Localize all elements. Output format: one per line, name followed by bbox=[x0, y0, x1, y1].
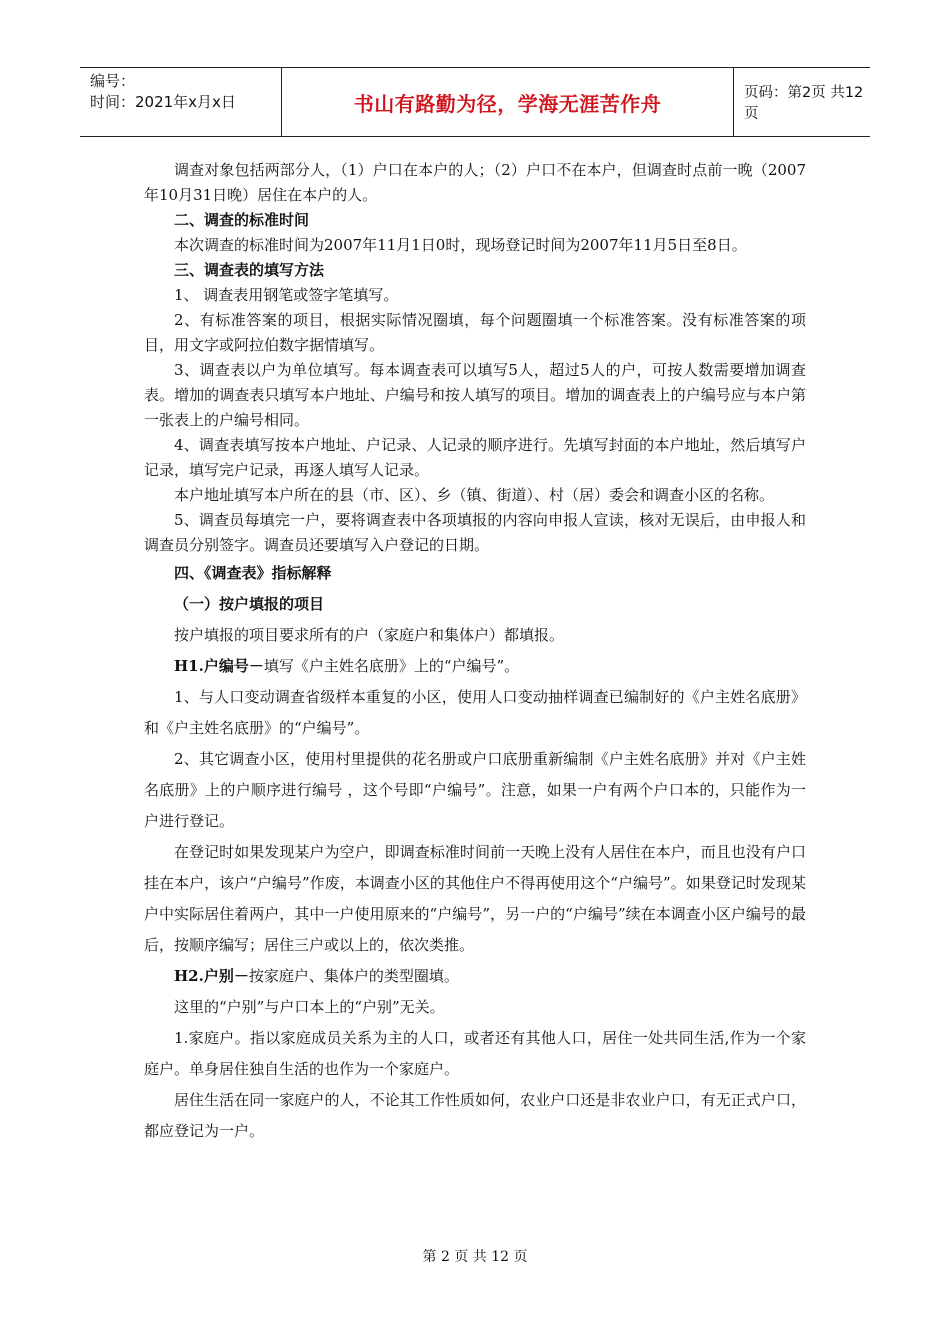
header-motto: 书山有路勤为径，学海无涯苦作舟 bbox=[282, 68, 734, 136]
item-code: H1.户编号－ bbox=[174, 657, 264, 675]
paragraph: 1、 调查表用钢笔或签字笔填写。 bbox=[174, 286, 399, 304]
section-heading: 二、调查的标准时间 bbox=[174, 211, 310, 229]
paragraph bbox=[144, 961, 806, 992]
subsection-heading: （一）按户填报的项目 bbox=[174, 595, 325, 613]
paragraph: 调查对象包括两部分人，（1）户口在本户的人；（2）户口不在本户，但调查时点前一晚（2007年10月31日晚）居住在本户的人。 bbox=[144, 161, 806, 204]
page-header bbox=[80, 67, 870, 137]
paragraph: 3、调查表以户为单位填写。每本调查表可以填写5人，超过5人的户，可按人数需要增加调查表。增加的调查表只填写本户地址、户编号和按人填写的项目。增加的调查表上的户编号应与本户第一张表上的户编号相同。 bbox=[144, 361, 806, 429]
paragraph: 1、与人口变动调查省级样本重复的小区，使用人口变动抽样调查已编制好的《户主姓名底册》和《户主姓名底册》的“户编号”。 bbox=[144, 688, 806, 737]
paragraph: 本户地址填写本户所在的县（市、区）、乡（镇、街道）、村（居）委会和调查小区的名称。 bbox=[174, 486, 775, 504]
paragraph bbox=[144, 651, 806, 682]
section-heading: 三、调查表的填写方法 bbox=[174, 261, 325, 279]
paragraph: 5、调查员每填完一户，要将调查表中各项填报的内容向申报人宣读，核对无误后，由申报人和调查员分别签字。调查员还要填写入户登记的日期。 bbox=[144, 511, 806, 554]
paragraph: 2、其它调查小区，使用村里提供的花名册或户口底册重新编制《户主姓名底册》并对《户主姓名底册》上的户顺序进行编号 ，这个号即“户编号”。注意，如果一户有两个户口本的，只能作为一户进行登记。 bbox=[144, 750, 806, 830]
paragraph: 按户填报的项目要求所有的户（家庭户和集体户）都填报。 bbox=[174, 626, 565, 644]
item-code: H2.户别－ bbox=[174, 967, 249, 985]
header-page-info: 页码：第2页 共12页 bbox=[744, 85, 864, 122]
item-text: 按家庭户、集体户的类型圈填。 bbox=[248, 967, 459, 985]
document-time-label: 时间：2021年x月x日 bbox=[90, 93, 236, 111]
paragraph: 1.家庭户。指以家庭成员关系为主的人口，或者还有其他人口，居住一处共同生活,作为一个家庭户。单身居住独自生活的也作为一个家庭户。 bbox=[144, 1029, 806, 1078]
paragraph: 2、有标准答案的项目，根据实际情况圈填，每个问题圈填一个标准答案。没有标准答案的项目，用文字或阿拉伯数字据情填写。 bbox=[144, 311, 806, 354]
item-text: 填写《户主姓名底册》上的“户编号”。 bbox=[263, 657, 520, 675]
paragraph: 在登记时如果发现某户为空户，即调查标准时间前一天晚上没有人居住在本户，而且也没有户口挂在本户，该户“户编号”作废，本调查小区的其他住户不得再使用这个“户编号”。如果登记时发现某户中实际居住着两户，其中一户使用原来的“户编号”，另一户的“户编号”续在本调查小区户编号的最后，按顺序编写；居住三户或以上的，依次类推。 bbox=[144, 843, 806, 954]
document-body bbox=[144, 158, 806, 1147]
page-footer: 第 2 页 共 12 页 bbox=[422, 1249, 528, 1265]
section-heading: 四、《调查表》指标解释 bbox=[174, 564, 332, 582]
paragraph: 居住生活在同一家庭户的人，不论其工作性质如何，农业户口还是非农业户口，有无正式户口，都应登记为一户。 bbox=[144, 1091, 806, 1140]
document-number-label: 编号： bbox=[90, 72, 136, 90]
paragraph: 这里的“户别”与户口本上的“户别”无关。 bbox=[174, 998, 445, 1016]
header-meta bbox=[80, 68, 282, 136]
paragraph: 4、调查表填写按本户地址、户记录、人记录的顺序进行。先填写封面的本户地址，然后填写户记录，填写完户记录，再逐人填写人记录。 bbox=[144, 436, 806, 479]
paragraph: 本次调查的标准时间为2007年11月1日0时，现场登记时间为2007年11月5日至8日。 bbox=[174, 236, 747, 254]
